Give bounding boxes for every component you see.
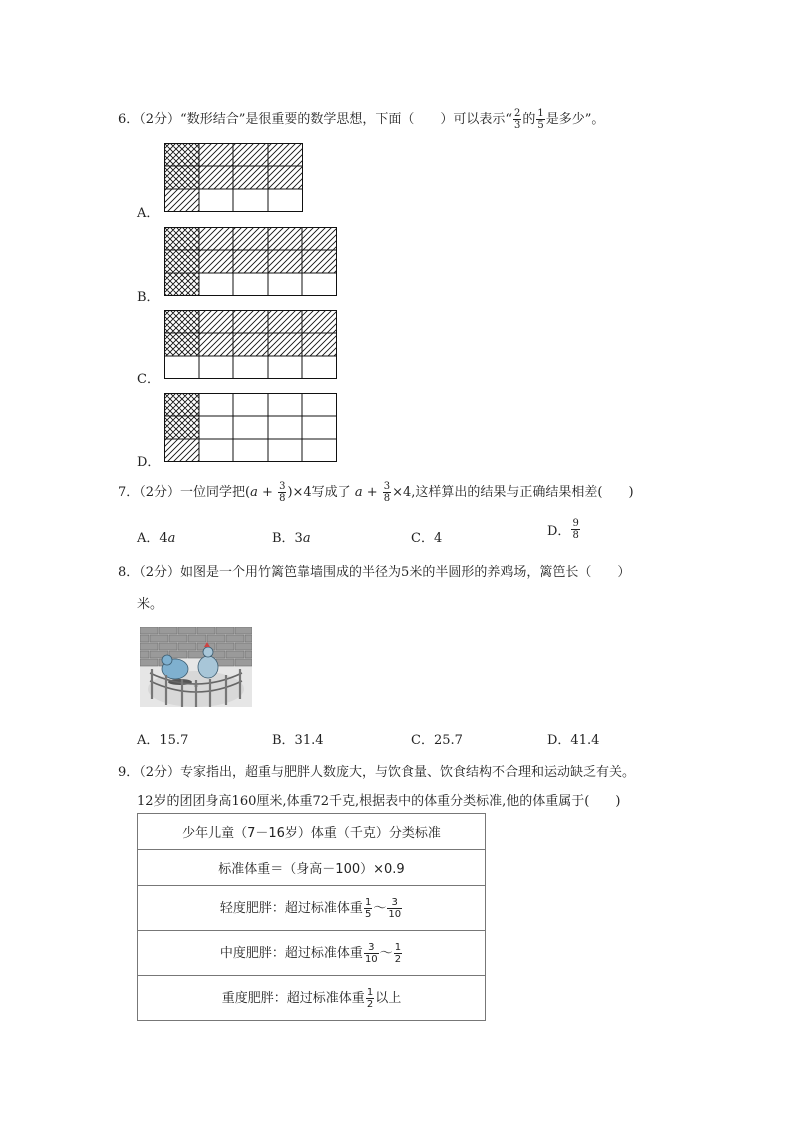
q6-option-c-label[interactable]: C． xyxy=(137,372,160,387)
q6-option-a-grid[interactable] xyxy=(164,143,304,213)
q8-option-c[interactable]: C．25.7 xyxy=(411,733,463,748)
q6-option-b-grid[interactable] xyxy=(164,227,338,297)
q6-fraction-2: $\frac{1}{5}$ xyxy=(537,108,544,131)
q7-option-b[interactable]: B．3a xyxy=(272,531,311,546)
q7-fraction-1: $\frac{3}{8}$ xyxy=(279,481,286,504)
q6-option-a-label[interactable]: A． xyxy=(137,206,160,221)
q7-stem: 7．（2分）一位同学把(a + $\frac{3}{8}$ )×4写成了 a + $\frac{3}{8}$ ×4,这样算出的结果与正确结果相差( ) xyxy=(118,481,634,504)
q7-fraction-2: $\frac{3}{8}$ xyxy=(383,481,391,504)
q8-option-d[interactable]: D．41.4 xyxy=(547,733,600,748)
q8-option-a[interactable]: A．15.7 xyxy=(137,733,189,748)
table-title: 少年儿童（7－16岁）体重（千克）分类标准 xyxy=(138,814,486,850)
q6-option-b-label[interactable]: B． xyxy=(137,290,160,305)
weight-standard-table xyxy=(137,813,486,1021)
q9-stem-line2: 12岁的团团身高160厘米,体重72千克,根据表中的体重分类标准,他的体重属于( ) xyxy=(137,794,621,809)
table-row-severe: 重度肥胖：超过标准体重 $\frac{1}{2}$ 以上 xyxy=(138,976,486,1021)
q6-option-c-grid[interactable] xyxy=(164,310,338,380)
q7-option-a[interactable]: A．4a xyxy=(137,531,176,546)
table-row-moderate: 中度肥胖：超过标准体重 $\frac{3}{10}$ ～ $\frac{1}{2}$ xyxy=(138,931,486,976)
q7-option-d[interactable]: D． $\frac{9}{8}$ xyxy=(547,518,579,541)
q6-option-d-label[interactable]: D． xyxy=(137,455,161,470)
q6-fraction-1: $\frac{2}{3}$ xyxy=(513,108,521,131)
q6-text-a: 6．（2分）“数形结合”是很重要的数学思想，下面（ ）可以表示“ xyxy=(118,112,512,127)
table-row-mild: 轻度肥胖：超过标准体重 $\frac{1}{5}$ ～ $\frac{3}{10}$ xyxy=(138,886,486,931)
q7-option-d-fraction: $\frac{9}{8}$ xyxy=(572,518,579,541)
table-row-standard: 标准体重＝（身高－100）×0.9 xyxy=(138,850,486,886)
q6-stem xyxy=(118,108,604,131)
q8-stem-line2: 米。 xyxy=(137,597,164,612)
q8-option-b[interactable]: B．31.4 xyxy=(272,733,324,748)
q7-option-c[interactable]: C．4 xyxy=(411,531,443,546)
q6-text-b: 是多少”。 xyxy=(545,112,605,127)
q6-text-mid: 的 xyxy=(522,112,536,127)
q9-stem-line1: 9．（2分）专家指出，超重与肥胖人数庞大，与饮食量、饮食结构不合理和运动缺乏有关。 xyxy=(118,765,636,780)
q6-option-d-grid[interactable] xyxy=(164,393,338,463)
q8-stem-line1: 8．（2分）如图是一个用竹篱笆靠墙围成的半径为5米的半圆形的养鸡场，篱笆长（ ） xyxy=(118,565,631,580)
chicken-yard-illustration xyxy=(140,627,252,707)
